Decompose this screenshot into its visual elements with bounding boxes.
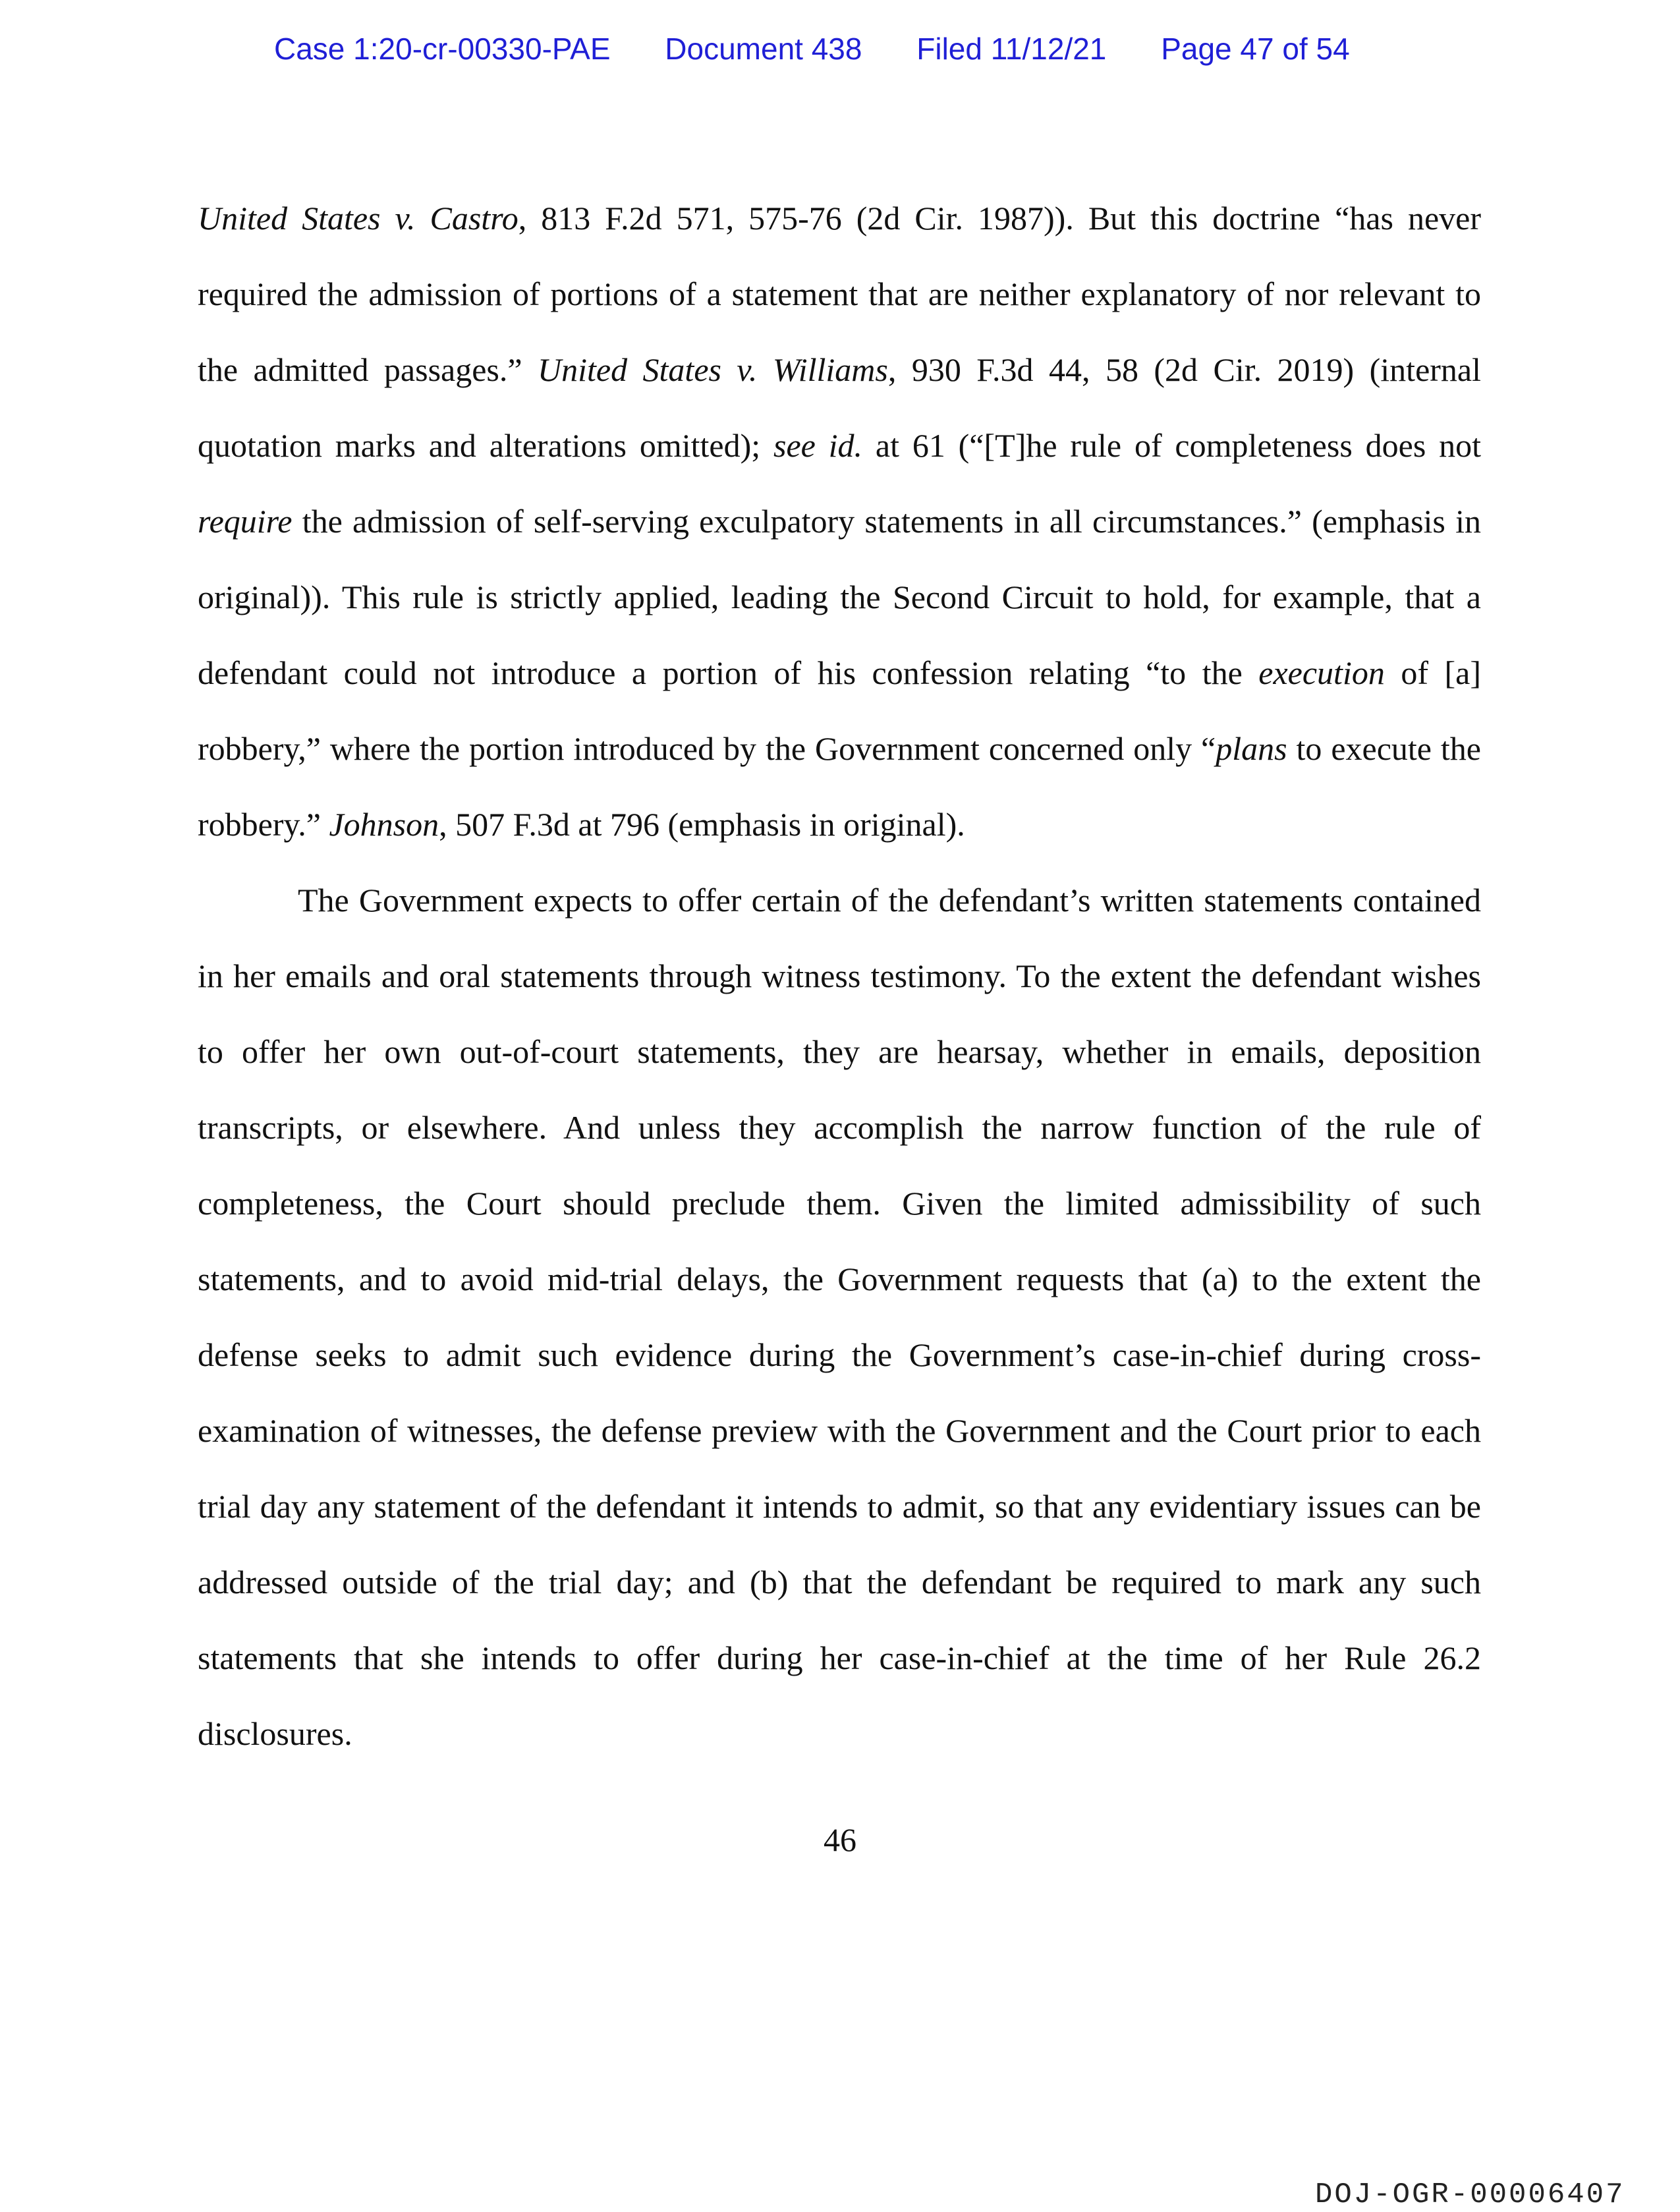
text-run: robbery,” where the portion introduced by the Government concerned only “ (198, 730, 1216, 767)
text-line (198, 652, 1481, 728)
text-line (198, 1713, 1481, 1789)
text-line (198, 1031, 1481, 1107)
signal-italic: see id. (773, 427, 863, 464)
text-run: quotation marks and alterations omitted); (198, 427, 773, 464)
text-line (198, 501, 1481, 577)
text-run: The Government expects to offer certain of the defendant’s written statements contained (298, 882, 1481, 919)
text-line (198, 577, 1481, 652)
text-line (198, 1562, 1481, 1637)
text-line (198, 1183, 1481, 1259)
text-line (198, 425, 1481, 501)
text-line (198, 1107, 1481, 1183)
page-number: 46 (824, 1821, 856, 1858)
document-number: Document 438 (665, 32, 862, 66)
case-citation-italic: United States v. Castro (198, 200, 518, 237)
text-line (198, 1334, 1481, 1410)
text-line (198, 273, 1481, 349)
paragraph-completeness-doctrine (198, 198, 1481, 880)
text-run: addressed outside of the trial day; and (b) that the defendant be required to mark any such (198, 1564, 1481, 1601)
emphasis-italic: execution (1258, 654, 1385, 691)
text-run: to execute the (1287, 730, 1481, 767)
text-line (198, 880, 1481, 955)
ecf-filing-header (274, 30, 1407, 67)
text-run: statements that she intends to offer during her case-in-chief at the time of her Rule 26.2 (198, 1639, 1481, 1676)
text-run: defendant could not introduce a portion of his confession relating “to the (198, 654, 1259, 691)
text-line (198, 1410, 1481, 1486)
text-run: trial day any statement of the defendant it intends to admit, so that any evidentiary issues can be (198, 1488, 1481, 1525)
text-run: required the admission of portions of a statement that are neither explanatory of nor relevant to (198, 275, 1481, 312)
text-run: examination of witnesses, the defense preview with the Government and the Court prior to each (198, 1412, 1481, 1449)
text-run: the admitted passages.” (198, 351, 538, 388)
emphasis-italic: require (198, 503, 293, 540)
case-number: Case 1:20-cr-00330-PAE (274, 32, 611, 66)
case-citation-italic: Johnson (329, 806, 439, 843)
paragraph-government-request (198, 880, 1481, 1789)
bates-number: DOJ-OGR-00006407 (1315, 2178, 1625, 2211)
text-run: original)). This rule is strictly applied, leading the Second Circuit to hold, for example, that a (198, 579, 1481, 615)
emphasis-italic: plans (1216, 730, 1287, 767)
text-line (198, 728, 1481, 804)
text-line (198, 1259, 1481, 1334)
text-run: in her emails and oral statements through witness testimony. To the extent the defendant wishes (198, 957, 1481, 994)
text-run: completeness, the Court should preclude them. Given the limited admissibility of such (198, 1185, 1481, 1222)
text-run: of [a] (1384, 654, 1481, 691)
body-text (198, 198, 1481, 1789)
text-line (198, 1486, 1481, 1562)
text-run: at 61 (“[T]he rule of completeness does not (862, 427, 1481, 464)
text-run: transcripts, or elsewhere. And unless they accomplish the narrow function of the rule of (198, 1109, 1481, 1146)
text-run: robbery.” (198, 806, 329, 843)
text-run: , 813 F.2d 571, 575-76 (2d Cir. 1987)). But this doctrine “has never (518, 200, 1481, 237)
text-run: statements, and to avoid mid-trial delays, the Government requests that (a) to the extent the (198, 1261, 1481, 1297)
text-run: the admission of self-serving exculpatory statements in all circumstances.” (emphasis in (292, 503, 1481, 540)
filed-date: Filed 11/12/21 (916, 32, 1107, 66)
text-line (198, 804, 1481, 880)
text-line (198, 349, 1481, 425)
page-count: Page 47 of 54 (1161, 32, 1350, 66)
text-line (198, 1637, 1481, 1713)
text-run: , 507 F.3d at 796 (emphasis in original). (439, 806, 965, 843)
text-line (198, 955, 1481, 1031)
text-run: , 930 F.3d 44, 58 (2d Cir. 2019) (internal (887, 351, 1481, 388)
text-run: disclosures. (198, 1715, 352, 1752)
case-citation-italic: United States v. Williams (538, 351, 888, 388)
text-line (198, 198, 1481, 273)
text-run: to offer her own out-of-court statements, they are hearsay, whether in emails, deposition (198, 1033, 1481, 1070)
text-run: defense seeks to admit such evidence during the Government’s case-in-chief during cross- (198, 1336, 1481, 1373)
